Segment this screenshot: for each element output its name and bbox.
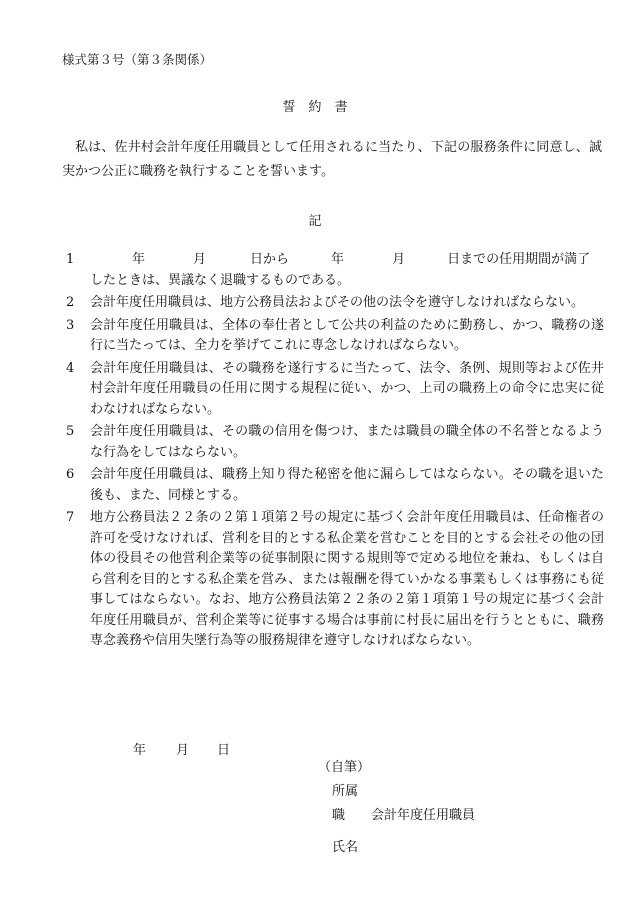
item-number: 5 <box>66 424 75 439</box>
list-item <box>62 465 604 506</box>
item-text: 年 月 日から 年 月 日までの任用期間が満了 <box>132 252 591 267</box>
name-label: 氏名 <box>332 840 359 855</box>
item-text: 会計年度任用職員は、その職の信用を傷つけ、または職員の職全体の不名誉となるような行為をしてはならない。 <box>90 424 604 460</box>
date-year: 年 <box>133 743 147 758</box>
intro-paragraph: 私は、佐井村会計年度任用職員として任用されるに当たり、下記の服務条件に同意し、誠実かつ公正に職務を執行することを誓います。 <box>62 140 602 179</box>
item-number: 1 <box>66 252 75 267</box>
item-number: 3 <box>66 317 75 333</box>
handwritten-note: （自筆） <box>318 760 371 775</box>
signature-date <box>133 739 230 758</box>
item-text: 会計年度任用職員は、その職務を遂行するに当たって、法令、条例、規則等および佐井村会計年度任用職員の任用に関する規程に従い、かつ、上司の職務上の命令に忠実に従わなければならない。 <box>90 360 604 417</box>
item-text: 会計年度任用職員は、地方公務員法およびその他の法令を遵守しなければならない。 <box>90 295 585 310</box>
list-item <box>62 359 604 421</box>
list-item <box>62 293 604 314</box>
item-number: 4 <box>66 360 75 376</box>
item-text-continued: したときは、異議なく退職するものである。 <box>90 272 351 288</box>
list-item <box>62 508 604 652</box>
form-number: 様式第３号（第３条関係） <box>62 52 213 67</box>
date-day: 日 <box>217 743 231 758</box>
item-text: 会計年度任用職員は、全体の奉仕者として公共の利益のために勤務し、かつ、職務の遂行に当たっては、全力を挙げてこれに専念しなければならない。 <box>90 317 604 353</box>
list-item <box>62 250 604 291</box>
document-title: 誓 約 書 <box>282 100 348 115</box>
affiliation-label: 所属 <box>332 784 359 799</box>
conditions-list <box>62 250 604 654</box>
post-label: 職 <box>332 808 346 823</box>
item-text: 会計年度任用職員は、職務上知り得た秘密を他に漏らしてはならない。その職を退いた後も、また、同様とする。 <box>90 467 604 503</box>
item-number: 6 <box>66 467 75 482</box>
section-marker: 記 <box>308 214 322 229</box>
item-number: 7 <box>66 510 75 525</box>
list-item <box>62 316 604 357</box>
post-value: 会計年度任用職員 <box>371 808 476 823</box>
item-text: 地方公務員法２２条の２第１項第２号の規定に基づく会計年度任用職員は、任命権者の許可を受けなければ、営利を目的とする私企業を営むことを目的とする会社その他の団体の役員その他営利企業等の従事制限に関する規則等で定める地位を兼ね、もしくは自ら営利を目的とする私企業を営み、または報酬を得ていかなる事業もしくは事務にも従事してはならない。なお、地方公務員法第２２条の２第１項第１号の規定に基づく会計年度任用職員が、営利企業等に従事する場合は事前に村長に届出を行うとともに、職務専念義務や信用失墜行為等の服務規律を遵守しなければならない。 <box>90 510 604 648</box>
list-item <box>62 422 604 463</box>
item-number: 2 <box>66 295 75 310</box>
post-field <box>332 804 475 823</box>
date-month: 月 <box>176 743 190 758</box>
